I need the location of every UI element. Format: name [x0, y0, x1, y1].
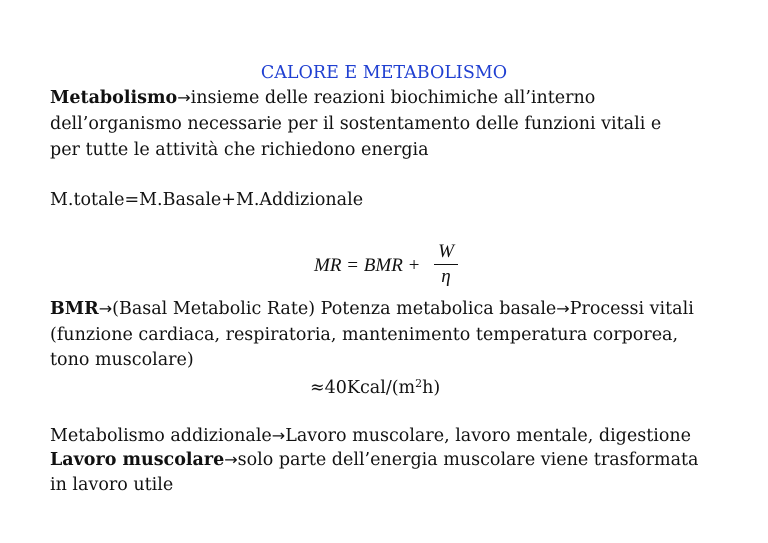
definition-text-1: insieme delle reazioni biochimiche all’interno [190, 88, 596, 108]
definition-line-3: per tutte le attività che richiedono energia [50, 140, 429, 160]
formula-lhs: MR = BMR + [314, 255, 421, 276]
bmr-line-3: tono muscolare) [50, 350, 194, 370]
term-metabolismo: Metabolismo [50, 88, 178, 108]
muscular-text-1: solo parte dell’energia muscolare viene trasformata [237, 450, 699, 470]
arrow-right-icon: → [224, 450, 238, 469]
term-bmr: BMR [50, 299, 99, 319]
value-exponent: 2 [415, 377, 423, 390]
formula-numerator: W [438, 241, 454, 262]
definition-line-2: dell’organismo necessarie per il sostentamento delle funzioni vitali e [50, 114, 662, 134]
bmr-line-2: (funzione cardiaca, respiratoria, mantenimento temperatura corporea, [50, 325, 679, 345]
bmr-line-1 [50, 297, 694, 321]
arrow-right-icon: → [271, 426, 286, 445]
arrow-right-icon: → [556, 299, 570, 318]
muscular-line-2: in lavoro utile [50, 475, 174, 495]
arrow-right-icon: → [98, 299, 113, 318]
additional-text: Lavoro muscolare, lavoro mentale, digestione [285, 426, 692, 446]
definition-line-1 [50, 86, 595, 110]
term-metabolismo-addizionale: Metabolismo addizionale [50, 426, 272, 446]
additional-line [50, 424, 691, 448]
bmr-value [310, 372, 440, 400]
value-prefix: ≈40Kcal/(m [310, 378, 416, 398]
arrow-right-icon: → [177, 88, 191, 107]
value-suffix: h) [422, 378, 441, 398]
term-lavoro-muscolare: Lavoro muscolare [50, 450, 225, 470]
muscular-line-1 [50, 448, 698, 472]
bmr-text-1b: Processi vitali [569, 299, 694, 319]
equation-text: M.totale=M.Basale+M.Addizionale [50, 190, 364, 210]
slide-title: CALORE E METABOLISMO [260, 63, 508, 83]
bmr-text-1a: (Basal Metabolic Rate) Potenza metabolica basale [112, 299, 557, 319]
formula-fraction [434, 240, 458, 289]
formula-denominator: η [441, 266, 451, 287]
